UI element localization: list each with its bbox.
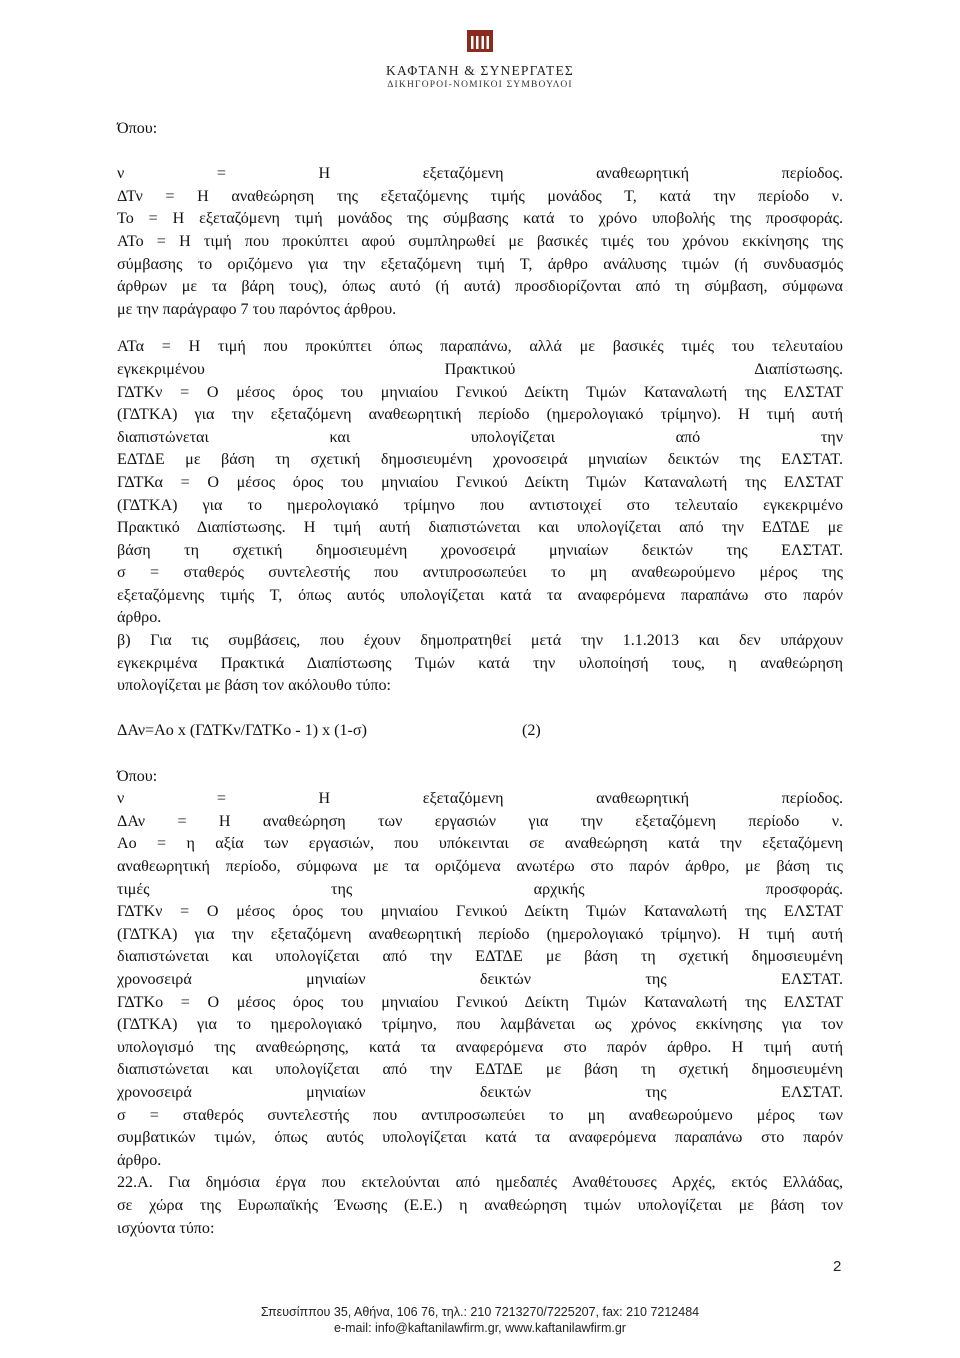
text-line: ΓΔΤΚα = Ο μέσος όρος του μηνιαίου Γενικού Δείκτη Τιμών Καταναλωτή της ΕΛΣΤΑΤ: [117, 473, 843, 491]
text-line: ΓΔΤΚν = Ο μέσος όρος του μηνιαίου Γενικού Δείκτη Τιμών Καταναλωτή της ΕΛΣΤΑΤ: [117, 383, 843, 401]
text-line: χρονοσειρά μηνιαίων δεικτών της ΕΛΣΤΑΤ.: [117, 970, 843, 988]
text-line: σε χώρα της Ευρωπαϊκής Ένωσης (Ε.Ε.) η αναθεώρηση τιμών υπολογίζεται με βάση τον: [117, 1196, 843, 1214]
text-line: συμβατικών τιμών, όπως αυτός υπολογίζεται κατά τα αναφερόμενα παραπάνω στο παρόν: [117, 1129, 843, 1147]
formula-number: (2): [522, 722, 541, 740]
text-line: διαπιστώνεται και υπολογίζεται από την ΕΔΤΔΕ με βάση τη σχετική δημοσιευμένη: [117, 948, 843, 966]
formula-text: ΔΑν=Αο x (ΓΔΤΚν/ΓΔΤΚο - 1) x (1-σ): [117, 722, 367, 740]
firm-subtitle: ΔΙΚΗΓΟΡΟΙ-ΝΟΜΙΚΟΙ ΣΥΜΒΟΥΛΟΙ: [387, 80, 573, 90]
text-line: (ΓΔΤΚΑ) για το ημερολογιακό τρίμηνο που αντιστοιχεί στο τελευταίο εγκεκριμένο: [117, 496, 843, 514]
text-line: σ = σταθερός συντελεστής που αντιπροσωπεύει το μη αναθεωρούμενο μέρος των: [117, 1106, 843, 1124]
text-line: (ΓΔΤΚΑ) για την εξεταζόμενη αναθεωρητική περίοδο (ημερολογιακό τρίμηνο). Η τιμή αυτή: [117, 406, 843, 424]
text-line: Το = Η εξεταζόμενη τιμή μονάδος της σύμβασης κατά το χρόνο υποβολής της προσφοράς.: [117, 210, 843, 228]
text-line: σ = σταθερός συντελεστής που αντιπροσωπεύει το μη αναθεωρούμενο μέρος της: [117, 564, 843, 582]
text-line: αναθεωρητική περίοδο, σύμφωνα με τα οριζόμενα ανωτέρω στο παρόν άρθρο, με βάση τις: [117, 858, 843, 875]
text-line: άρθρο.: [117, 1151, 162, 1169]
text-line: εξεταζόμενης τιμής Τ, όπως αυτός υπολογίζεται κατά τα αναφερόμενα παραπάνω στο παρόν: [117, 586, 843, 604]
text-line: σύμβασης το οριζόμενο για την εξεταζόμενη τιμή Τ, άρθρο ανάλυσης τιμών (ή συνδυασμός: [117, 255, 843, 273]
text-line: άρθρων με τα βάρη τους), όπως αυτό (ή αυτά) προσδιορίζονται από τη σύμβαση, σύμφωνα: [117, 278, 843, 296]
footer-contact: e-mail: info@kaftanilawfirm.gr, www.kaftanilawfirm.gr: [334, 1321, 626, 1335]
text-line: υπολογίζεται με βάση τον ακόλουθο τύπο:: [117, 677, 391, 695]
text-line: ν = Η εξεταζόμενη αναθεωρητική περίοδος.: [117, 165, 843, 183]
text-line: ΕΔΤΔΕ με βάση τη σχετική δημοσιευμένη χρονοσειρά μηνιαίων δεικτών της ΕΛΣΤΑΤ.: [117, 451, 843, 469]
text-line: εγκεκριμένα Πρακτικά Διαπίστωσης Τιμών κατά την υλοποίησή τους, η αναθεώρηση: [117, 654, 843, 672]
text-line: βάση τη σχετική δημοσιευμένη χρονοσειρά μηνιαίων δεικτών της ΕΛΣΤΑΤ.: [117, 541, 843, 559]
page-number: 2: [833, 1258, 842, 1275]
opou-label: Όπου:: [117, 767, 158, 785]
text-line: υπολογισμό της αναθεώρησης, κατά τα αναφερόμενα στο παρόν άρθρο. Η τιμή αυτή: [117, 1038, 843, 1056]
building-columns-icon: [467, 30, 493, 52]
document-body: [117, 118, 843, 1240]
text-line: με την παράγραφο 7 του παρόντος άρθρου.: [117, 300, 397, 318]
text-line: (ΓΔΤΚΑ) για το ημερολογιακό τρίμηνο, που λαμβάνεται ως χρόνος εκκίνησης για τον: [117, 1016, 843, 1034]
text-line: ΔΑν = Η αναθεώρηση των εργασιών για την εξεταζόμενη περίοδο ν.: [117, 812, 843, 830]
firm-name: ΚΑΦΤΑΝΗ & ΣΥΝΕΡΓΑΤΕΣ: [386, 63, 574, 78]
text-line: (ΓΔΤΚΑ) για την εξεταζόμενη αναθεωρητική περίοδο (ημερολογιακό τρίμηνο). Η τιμή αυτή: [117, 925, 843, 943]
text-line: χρονοσειρά μηνιαίων δεικτών της ΕΛΣΤΑΤ.: [117, 1083, 843, 1101]
footer-address: Σπευσίππου 35, Αθήνα, 106 76, τηλ.: 210 7213270/7225207, fax: 210 7212484: [260, 1305, 700, 1319]
text-line: ΑΤα = Η τιμή που προκύπτει όπως παραπάνω, αλλά με βασικές τιμές του τελευταίου: [117, 338, 843, 356]
text-line: ΑΤο = Η τιμή που προκύπτει αφού συμπληρωθεί με βασικές τιμές του χρόνου εκκίνησης της: [117, 232, 843, 250]
text-line: 22.Α. Για δημόσια έργα που εκτελούνται από ημεδαπές Αναθέτουσες Αρχές, εκτός Ελλάδας,: [117, 1174, 843, 1192]
letterhead: [360, 30, 600, 92]
text-line: τιμές της αρχικής προσφοράς.: [117, 880, 843, 898]
text-line: Αο = η αξία των εργασιών, που υπόκεινται σε αναθεώρηση κατά την εξεταζόμενη: [117, 835, 843, 853]
text-line: Πρακτικό Διαπίστωσης. Η τιμή αυτή διαπιστώνεται και υπολογίζεται από την ΕΔΤΔΕ με: [117, 519, 843, 537]
text-line: ΓΔΤΚο = Ο μέσος όρος του μηνιαίου Γενικού Δείκτη Τιμών Καταναλωτή της ΕΛΣΤΑΤ: [117, 993, 843, 1011]
opou-label: Όπου:: [117, 120, 158, 137]
text-line: ΓΔΤΚν = Ο μέσος όρος του μηνιαίου Γενικού Δείκτη Τιμών Καταναλωτή της ΕΛΣΤΑΤ: [117, 903, 843, 921]
text-line: ισχύοντα τύπο:: [117, 1219, 215, 1237]
formula-line: [117, 720, 843, 743]
text-line: διαπιστώνεται και υπολογίζεται από την: [117, 428, 843, 446]
text-line: ν = Η εξεταζόμενη αναθεωρητική περίοδος.: [117, 790, 843, 808]
text-line: ΔΤν = Η αναθεώρηση της εξεταζόμενης τιμής μονάδος Τ, κατά την περίοδο ν.: [117, 187, 843, 205]
text-line: β) Για τις συμβάσεις, που έχουν δημοπρατηθεί μετά την 1.1.2013 και δεν υπάρχουν: [117, 632, 843, 650]
text-line: διαπιστώνεται και υπολογίζεται από την ΕΔΤΔΕ με βάση τη σχετική δημοσιευμένη: [117, 1061, 843, 1079]
footer: [180, 1304, 780, 1336]
text-line: εγκεκριμένου Πρακτικού Διαπίστωσης.: [117, 360, 843, 378]
text-line: άρθρο.: [117, 609, 162, 627]
